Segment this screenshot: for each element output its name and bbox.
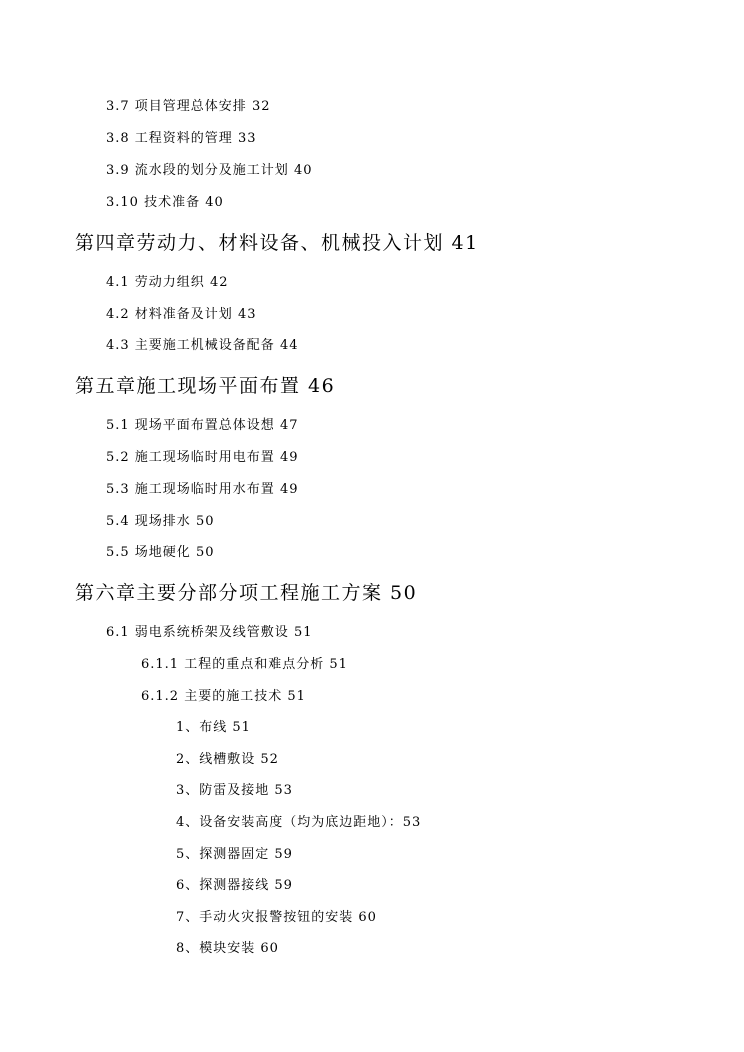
toc-entry-6-1-1[interactable]: 6.1.1 工程的重点和难点分析 51 xyxy=(141,657,348,672)
toc-item-6[interactable]: 6、探测器接线 59 xyxy=(176,878,293,893)
toc-entry-3-7[interactable]: 3.7 项目管理总体安排 32 xyxy=(106,99,271,114)
toc-entry-4-1[interactable]: 4.1 劳动力组织 42 xyxy=(106,275,229,290)
toc-chapter-6[interactable]: 第六章主要分部分项工程施工方案 50 xyxy=(75,582,418,604)
toc-entry-5-1[interactable]: 5.1 现场平面布置总体设想 47 xyxy=(106,418,299,433)
toc-item-8[interactable]: 8、模块安装 60 xyxy=(176,941,279,956)
toc-entry-5-2[interactable]: 5.2 施工现场临时用电布置 49 xyxy=(106,450,299,465)
toc-entry-5-3[interactable]: 5.3 施工现场临时用水布置 49 xyxy=(106,482,299,497)
toc-entry-3-8[interactable]: 3.8 工程资料的管理 33 xyxy=(106,131,257,146)
toc-item-3[interactable]: 3、防雷及接地 53 xyxy=(176,783,293,798)
toc-item-4[interactable]: 4、设备安装高度（均为底边距地）：53 xyxy=(176,815,422,830)
toc-chapter-4[interactable]: 第四章劳动力、材料设备、机械投入计划 41 xyxy=(75,232,479,254)
toc-item-1[interactable]: 1、布线 51 xyxy=(176,720,251,735)
toc-entry-3-9[interactable]: 3.9 流水段的划分及施工计划 40 xyxy=(106,163,313,178)
toc-entry-4-2[interactable]: 4.2 材料准备及计划 43 xyxy=(106,307,257,322)
toc-entry-4-3[interactable]: 4.3 主要施工机械设备配备 44 xyxy=(106,338,299,353)
toc-entry-5-5[interactable]: 5.5 场地硬化 50 xyxy=(106,545,215,560)
toc-entry-5-4[interactable]: 5.4 现场排水 50 xyxy=(106,514,215,529)
toc-entry-6-1-2[interactable]: 6.1.2 主要的施工技术 51 xyxy=(141,689,306,704)
toc-chapter-5[interactable]: 第五章施工现场平面布置 46 xyxy=(75,375,336,397)
toc-item-7[interactable]: 7、手动火灾报警按钮的安装 60 xyxy=(176,910,377,925)
toc-entry-6-1[interactable]: 6.1 弱电系统桥架及线管敷设 51 xyxy=(106,625,313,640)
toc-item-5[interactable]: 5、探测器固定 59 xyxy=(176,847,293,862)
toc-item-2[interactable]: 2、线槽敷设 52 xyxy=(176,752,279,767)
toc-entry-3-10[interactable]: 3.10 技术准备 40 xyxy=(106,195,224,210)
